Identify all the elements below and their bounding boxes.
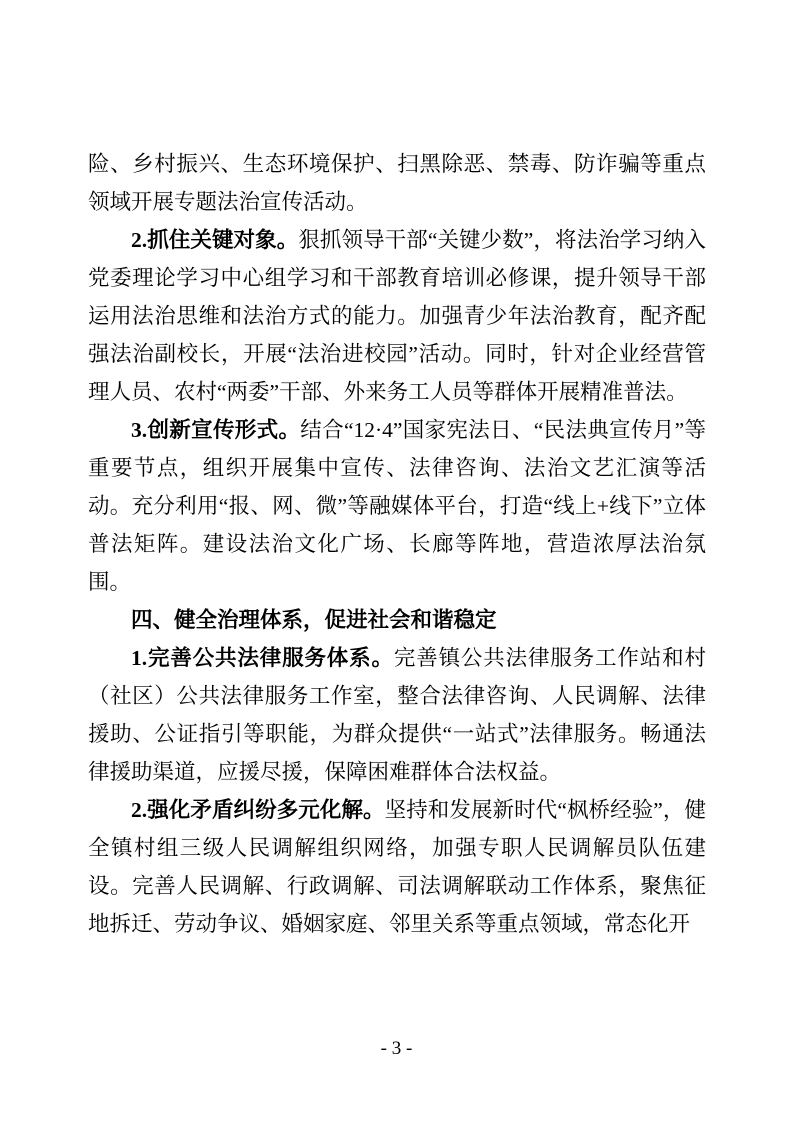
paragraph-text: 坚持和发展新时代“枫桥经验”，健全镇村组三级人民调解组织网络，加强专职人民调解员队伍建设。完善人民调解、行政调解、司法调解联动工作体系，聚焦征地拆迁、劳动争议、婚姻家庭、邻里关系等重点领域，常态化开 bbox=[88, 798, 706, 936]
paragraph bbox=[88, 791, 706, 943]
paragraph-lead: 3.创新宣传形式。 bbox=[131, 418, 301, 442]
document-body bbox=[88, 145, 706, 943]
paragraph-lead: 2.强化矛盾纠纷多元化解。 bbox=[131, 798, 385, 822]
paragraph-text: 完善镇公共法律服务工作站和村（社区）公共法律服务工作室，整合法律咨询、人民调解、法律援助、公证指引等职能，为群众提供“一站式”法律服务。畅通法律援助渠道，应援尽援，保障困难群体合法权益。 bbox=[88, 646, 706, 784]
paragraph-lead: 2.抓住关键对象。 bbox=[131, 228, 299, 252]
paragraph-text: 险、乡村振兴、生态环境保护、扫黑除恶、禁毒、防诈骗等重点领域开展专题法治宣传活动。 bbox=[88, 152, 706, 214]
paragraph bbox=[88, 639, 706, 791]
paragraph-continuation bbox=[88, 145, 706, 221]
paragraph-lead: 1.完善公共法律服务体系。 bbox=[131, 646, 394, 670]
section-heading-text: 四、健全治理体系，促进社会和谐稳定 bbox=[131, 608, 497, 632]
page-number: - 3 - bbox=[380, 1038, 413, 1059]
section-heading bbox=[88, 601, 706, 639]
paragraph bbox=[88, 221, 706, 411]
paragraph-text: 结合“12·4”国家宪法日、“民法典宣传月”等重要节点，组织开展集中宣传、法律咨询、法治文艺汇演等活动。充分利用“报、网、微”等融媒体平台，打造“线上+线下”立体普法矩阵。建设法治文化广场、长廊等阵地，营造浓厚法治氛围。 bbox=[88, 418, 706, 594]
paragraph-text: 狠抓领导干部“关键少数”，将法治学习纳入党委理论学习中心组学习和干部教育培训必修课，提升领导干部运用法治思维和法治方式的能力。加强青少年法治教育，配齐配强法治副校长，开展“法治进校园”活动。同时，针对企业经营管理人员、农村“两委”干部、外来务工人员等群体开展精准普法。 bbox=[88, 228, 706, 404]
paragraph bbox=[88, 411, 706, 601]
